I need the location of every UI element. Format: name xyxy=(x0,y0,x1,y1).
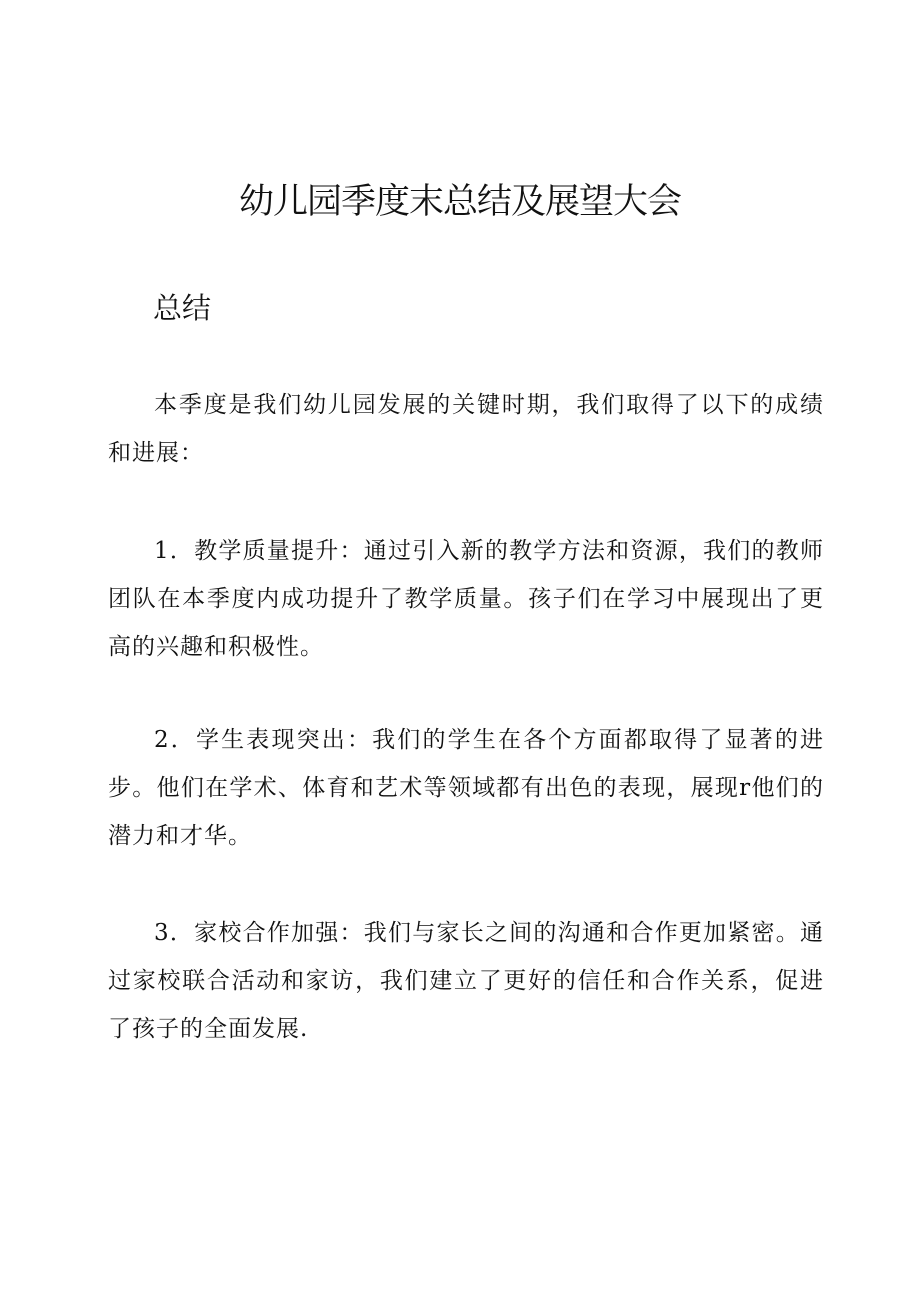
section-heading-summary: 总结 xyxy=(153,291,212,325)
summary-item-home-school-cooperation: 3．家校合作加强：我们与家长之间的沟通和合作更加紧密。通过家校联合活动和家访，我们建立了更好的信任和合作关系，促进了孩子的全面发展. xyxy=(108,920,824,1042)
document-title: 幼儿园季度末总结及展望大会 xyxy=(238,182,681,222)
summary-intro-paragraph: 本季度是我们幼儿园发展的关键时期，我们取得了以下的成绩和进展： xyxy=(108,392,824,466)
summary-item-student-performance: 2．学生表现突出：我们的学生在各个方面都取得了显著的进步。他们在学术、体育和艺术等领域都有出色的表现，展现r他们的潜力和才华。 xyxy=(108,727,824,849)
summary-item-teaching-quality: 1．教学质量提升：通过引入新的教学方法和资源，我们的教师团队在本季度内成功提升了教学质量。孩子们在学习中展现出了更高的兴趣和积极性。 xyxy=(108,538,824,660)
